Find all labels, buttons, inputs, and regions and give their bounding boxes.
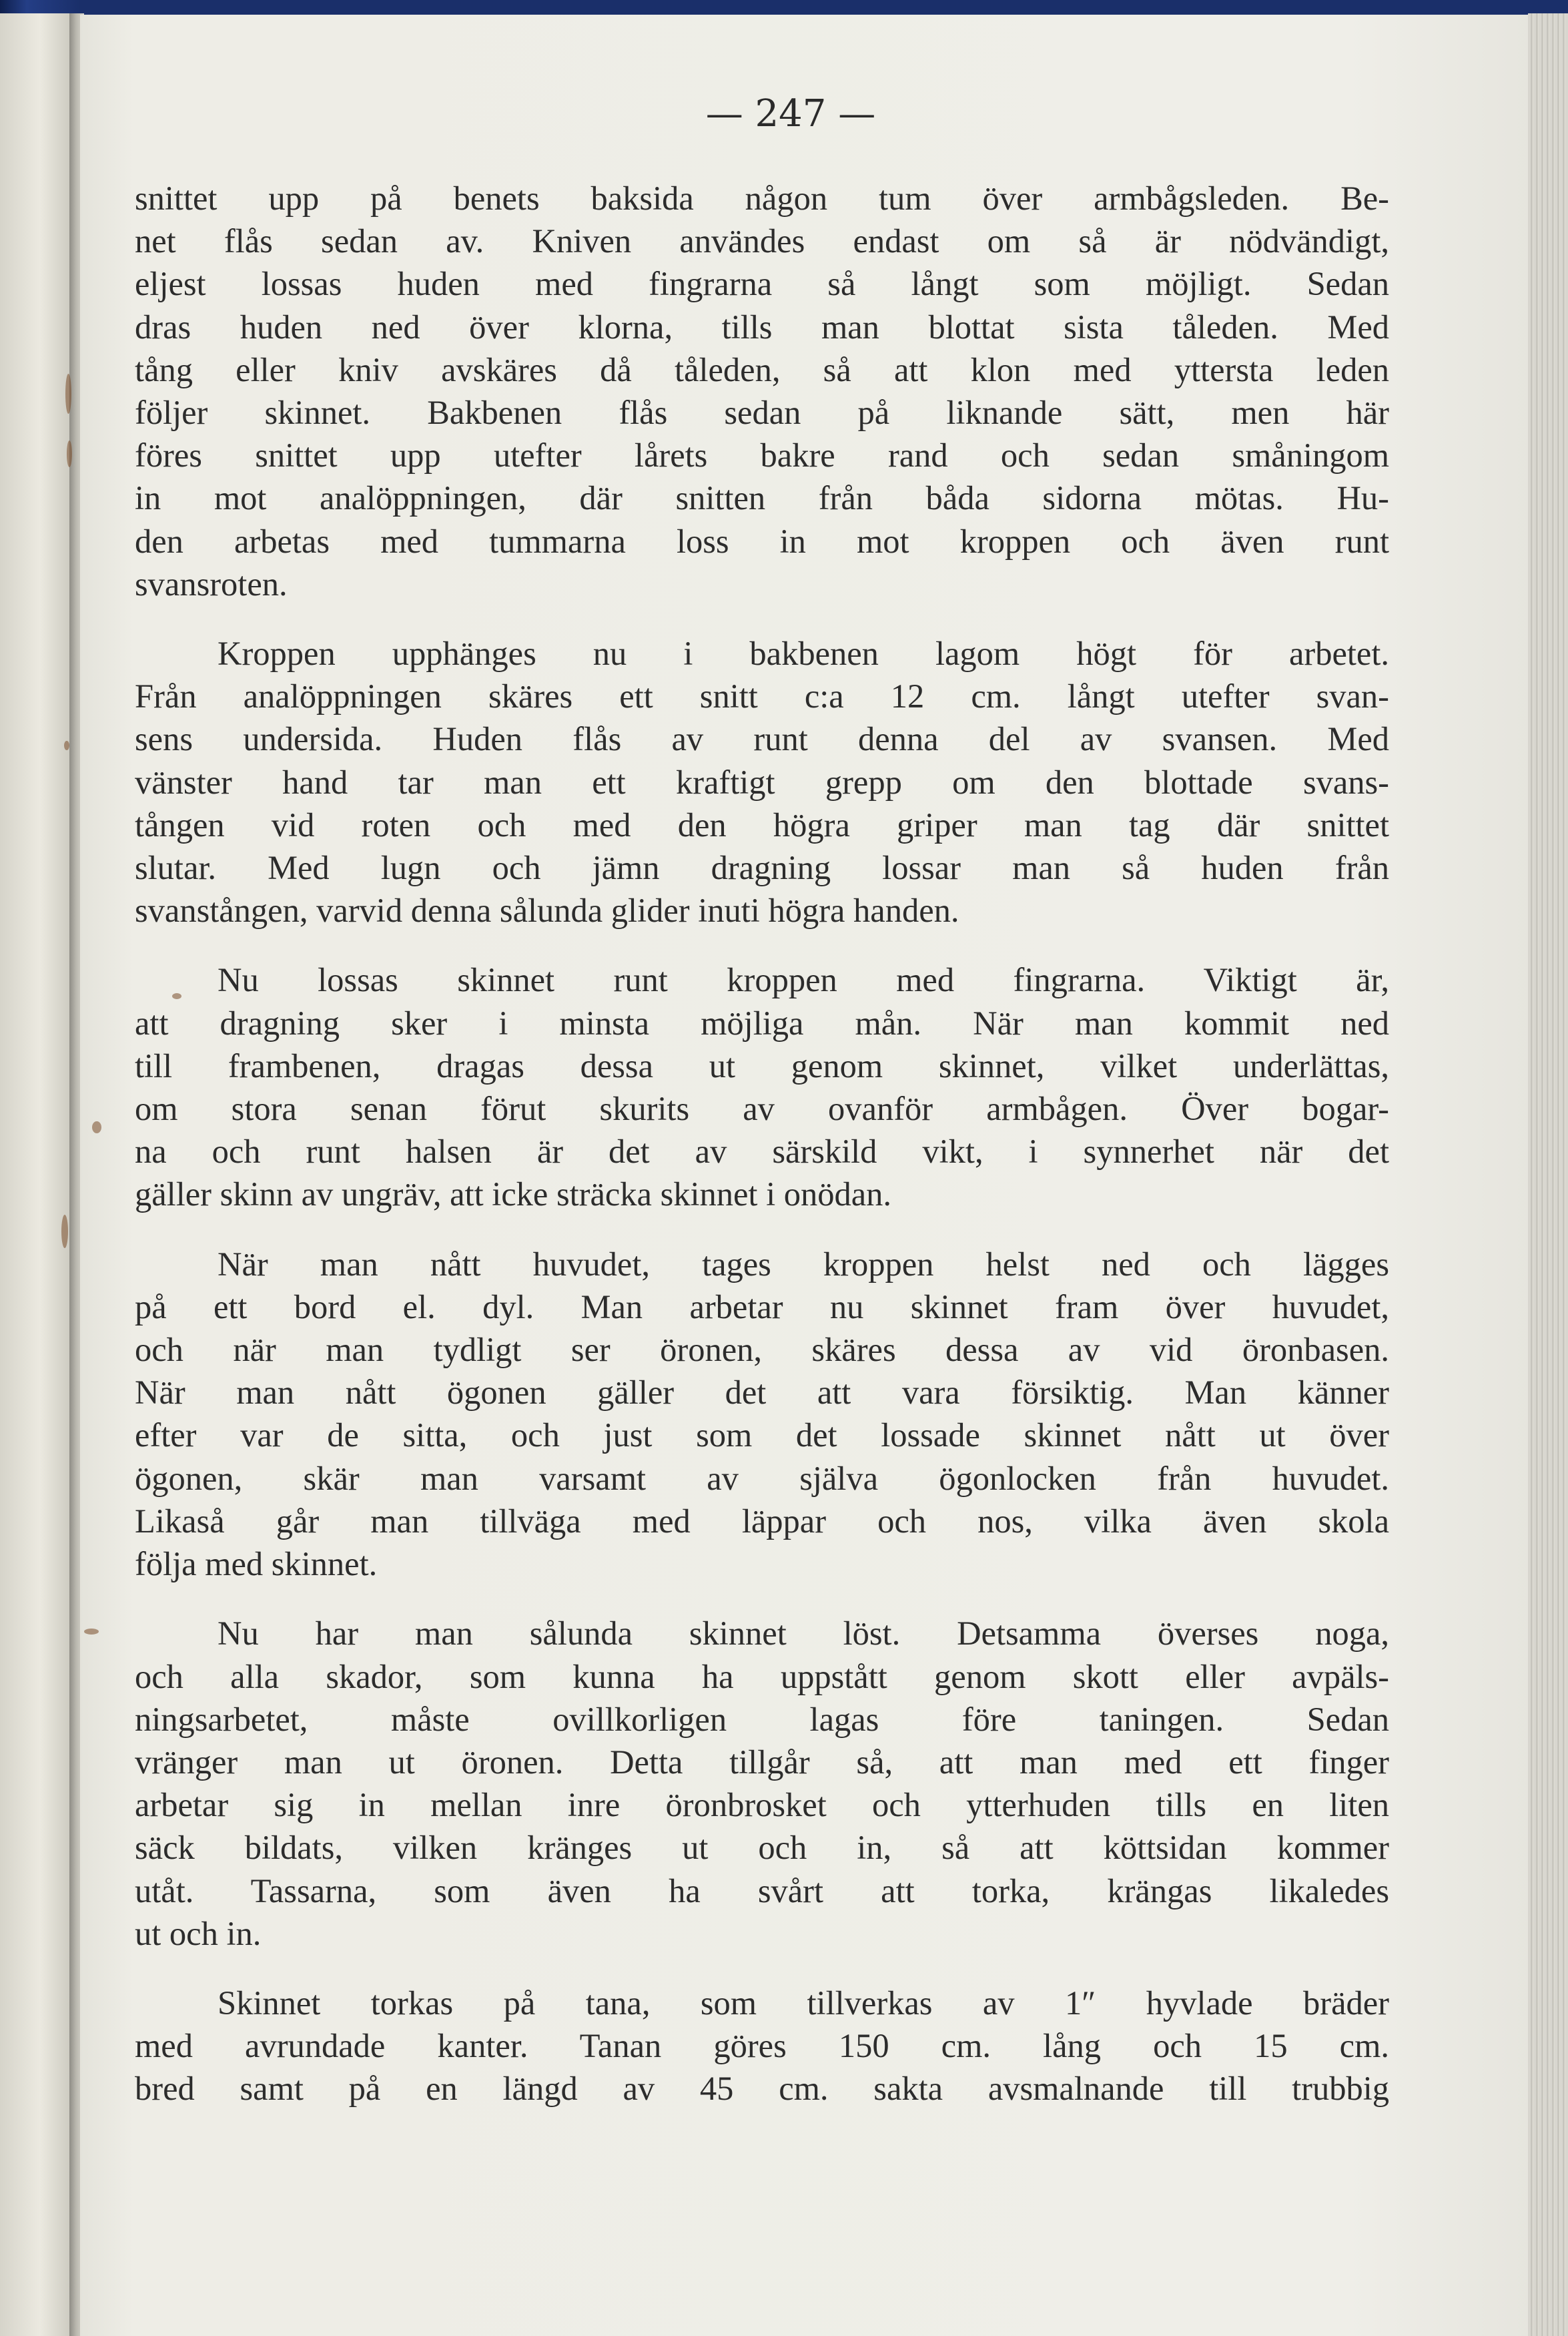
stain-spot bbox=[64, 741, 69, 750]
paragraph bbox=[135, 1982, 1389, 2110]
text-line: efter var de sitta, och just som det lossade skinnet nått ut över bbox=[135, 1416, 1389, 1454]
text-line: på ett bord el. dyl. Man arbetar nu skinnet fram över huvudet, bbox=[135, 1287, 1389, 1326]
text-line: När man nått huvudet, tages kroppen helst ned och lägges bbox=[218, 1245, 1389, 1283]
text-line: slutar. Med lugn och jämn dragning lossar man så huden från bbox=[135, 849, 1389, 887]
text-line: Nu lossas skinnet runt kroppen med fingrarna. Viktigt är, bbox=[218, 961, 1389, 999]
text-line: vränger man ut öronen. Detta tillgår så, att man med ett finger bbox=[135, 1743, 1389, 1781]
text-line: med avrundade kanter. Tanan göres 150 cm. lång och 15 cm. bbox=[135, 2027, 1389, 2065]
page-stack-edge bbox=[1528, 13, 1568, 2336]
text-line: att dragning sker i minsta möjliga mån. När man kommit ned bbox=[135, 1004, 1389, 1042]
text-line: ningsarbetet, måste ovillkorligen lagas före taningen. Sedan bbox=[135, 1700, 1389, 1738]
text-line: utåt. Tassarna, som även ha svårt att torka, krängas likaledes bbox=[135, 1871, 1389, 1910]
text-line: arbetar sig in mellan inre öronbrosket och ytterhuden tills en liten bbox=[135, 1786, 1389, 1824]
text-line: sens undersida. Huden flås av runt denna del av svansen. Med bbox=[135, 720, 1389, 758]
text-line: säck bildats, vilken kränges ut och in, så att köttsidan kommer bbox=[135, 1829, 1389, 1867]
paragraph bbox=[135, 177, 1389, 605]
text-line: vänster hand tar man ett kraftigt grepp om den blottade svans- bbox=[135, 763, 1389, 801]
text-line: snittet upp på benets baksida någon tum över armbågsleden. Be- bbox=[135, 180, 1389, 217]
paragraph bbox=[135, 958, 1389, 1215]
body-text bbox=[135, 177, 1389, 2137]
text-line: svansroten. bbox=[135, 565, 288, 603]
text-line: och alla skador, som kunna ha uppstått genom skott eller avpäls- bbox=[135, 1657, 1389, 1695]
text-line: na och runt halsen är det av särskild vikt, i synnerhet när det bbox=[135, 1133, 1389, 1171]
text-line: om stora senan förut skurits av ovanför armbågen. Över bogar- bbox=[135, 1090, 1389, 1128]
text-line: svanstången, varvid denna sålunda glider inuti högra handen. bbox=[135, 892, 959, 930]
text-line: in mot analöppningen, där snitten från båda sidorna mötas. Hu- bbox=[135, 479, 1389, 517]
text-line: Från analöppningen skäres ett snitt c:a 12 cm. långt utefter svan- bbox=[135, 677, 1389, 715]
text-line: dras huden ned över klorna, tills man blottat sista tåleden. Med bbox=[135, 308, 1389, 346]
text-line: tång eller kniv avskäres då tåleden, så att klon med yttersta leden bbox=[135, 350, 1389, 388]
stain-spot bbox=[92, 1121, 101, 1133]
paragraph bbox=[135, 632, 1389, 932]
text-line: net flås sedan av. Kniven användes endast om så är nödvändigt, bbox=[135, 222, 1389, 260]
text-line: Skinnet torkas på tana, som tillverkas av 1″ hyvlade bräder bbox=[218, 1984, 1389, 2022]
paragraph bbox=[135, 1612, 1389, 1955]
text-line: gäller skinn av ungräv, att icke sträcka skinnet i onödan. bbox=[135, 1175, 892, 1213]
page-number: — 247 — bbox=[705, 92, 876, 135]
stain-spot bbox=[61, 1215, 68, 1248]
text-line: och när man tydligt ser öronen, skäres dessa av vid öronbasen. bbox=[135, 1331, 1389, 1369]
text-line: eljest lossas huden med fingrarna så långt som möjligt. Sedan bbox=[135, 265, 1389, 303]
text-line: ögonen, skär man varsamt av själva ögonlocken från huvudet. bbox=[135, 1459, 1389, 1497]
text-line: Kroppen upphänges nu i bakbenen lagom högt för arbetet. bbox=[218, 635, 1389, 673]
text-line: När man nått ögonen gäller det att vara försiktig. Man känner bbox=[135, 1374, 1389, 1412]
text-line: följa med skinnet. bbox=[135, 1545, 378, 1583]
text-line: bred samt på en längd av 45 cm. sakta avsmalnande till trubbig bbox=[135, 2070, 1389, 2108]
text-line: tången vid roten och med den högra griper man tag där snittet bbox=[135, 806, 1389, 844]
text-line: till frambenen, dragas dessa ut genom skinnet, vilket underlättas, bbox=[135, 1047, 1389, 1085]
text-line: den arbetas med tummarna loss in mot kroppen och även runt bbox=[135, 522, 1389, 560]
stain-spot bbox=[65, 374, 71, 414]
text-line: Likaså går man tillväga med läppar och nos, vilka även skola bbox=[135, 1502, 1389, 1540]
text-line: Nu har man sålunda skinnet löst. Detsamma överses noga, bbox=[218, 1615, 1389, 1653]
facing-page-edge bbox=[0, 13, 75, 2336]
stain-spot bbox=[84, 1629, 99, 1635]
text-line: följer skinnet. Bakbenen flås sedan på liknande sätt, men här bbox=[135, 394, 1389, 432]
text-line: ut och in. bbox=[135, 1914, 262, 1952]
paragraph bbox=[135, 1243, 1389, 1586]
stain-spot bbox=[67, 441, 72, 467]
text-line: föres snittet upp utefter lårets bakre rand och sedan småningom bbox=[135, 436, 1389, 475]
